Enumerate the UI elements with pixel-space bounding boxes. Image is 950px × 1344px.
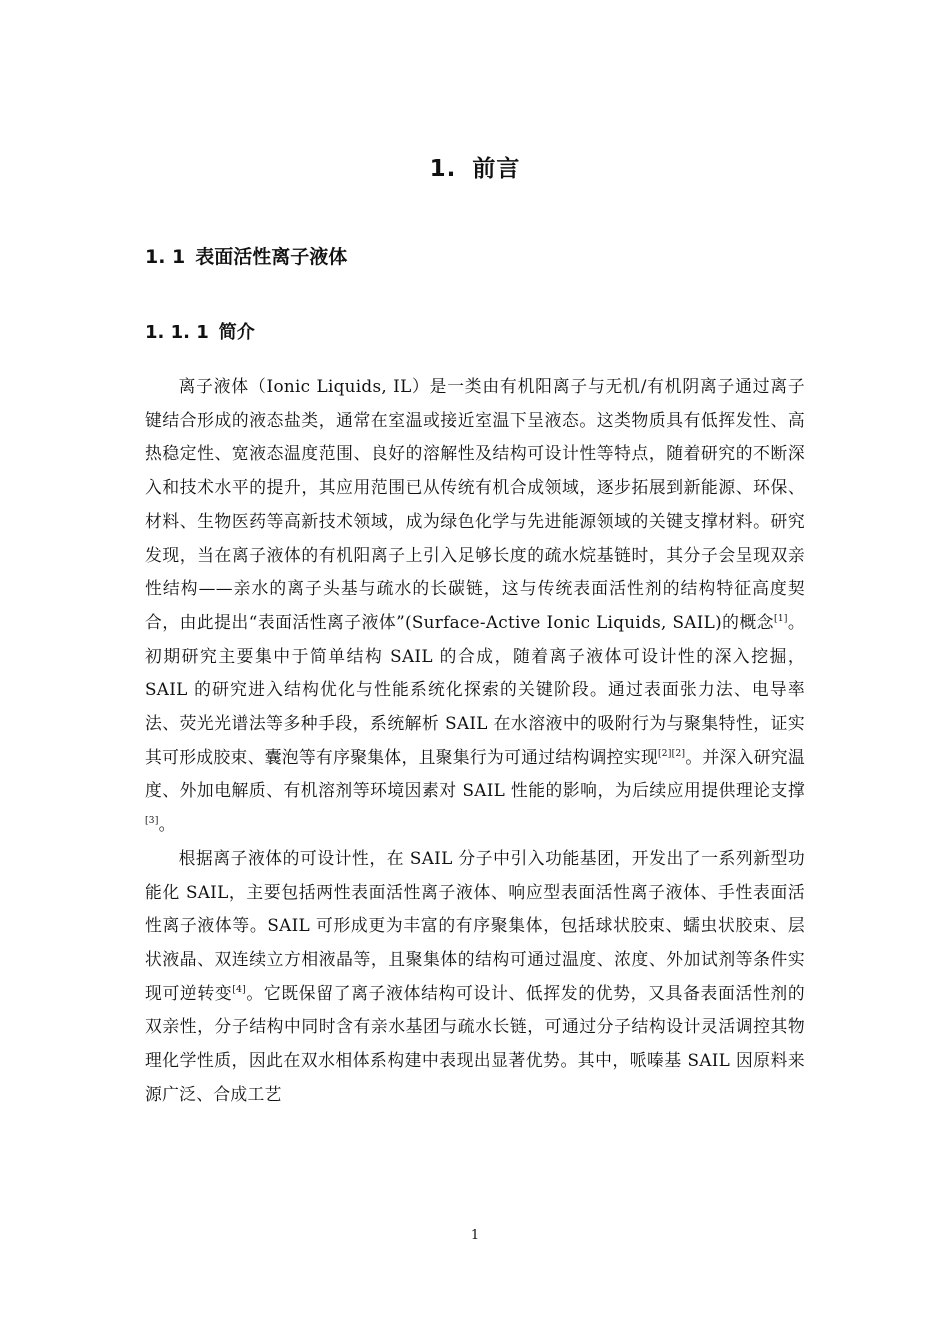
subsection-heading <box>145 318 255 344</box>
body-text <box>145 370 805 1111</box>
chapter-title: 前言 <box>472 156 521 182</box>
subsection-title: 简介 <box>218 322 255 343</box>
paragraph-2-text-a: 根据离子液体的可设计性，在 SAIL 分子中引入功能基团，开发出了一系列新型功能化 SAIL，主要包括两性表面活性离子液体、响应型表面活性离子液体、手性表面活性离子液体等。SAIL 可形成更为丰富的有序聚集体，包括球状胶束、蠕虫状胶束、层状液晶、双连续立方相液晶等，且聚集体的结构可通过温度、浓度、外加试剂等条件实现可逆转变 <box>145 847 805 1003</box>
citation-3[interactable]: [3] <box>145 816 159 827</box>
section-title: 表面活性离子液体 <box>195 246 348 268</box>
section-number: 1. 1 <box>145 246 186 268</box>
citation-1[interactable]: [1] <box>774 613 788 624</box>
paragraph-1-text-b: 。初期研究主要集中于简单结构 SAIL 的合成，随着离子液体可设计性的深入挖掘，SAIL 的研究进入结构优化与性能系统化探索的关键阶段。通过表面张力法、电导率法、荧光光谱法等多种手段，系统解析 SAIL 在水溶液中的吸附行为与聚集特性，证实其可形成胶束、囊泡等有序聚集体，且聚集行为可通过结构调控实现 <box>145 611 805 767</box>
paragraph-1-text-d: 。 <box>158 814 176 835</box>
subsection-number: 1. 1. 1 <box>145 322 209 343</box>
paragraph-1-text-a: 离子液体（Ionic Liquids, IL）是一类由有机阳离子与无机/有机阴离子通过离子键结合形成的液态盐类，通常在室温或接近室温下呈液态。这类物质具有低挥发性、高热稳定性、宽液态温度范围、良好的溶解性及结构可设计性等特点，随着研究的不断深入和技术水平的提升，其应用范围已从传统有机合成领域，逐步拓展到新能源、环保、材料、生物医药等高新技术领域，成为绿色化学与先进能源领域的关键支撑材料。研究发现，当在离子液体的有机阳离子上引入足够长度的疏水烷基链时，其分子会呈现双亲性结构——亲水的离子头基与疏水的长碳链，这与传统表面活性剂的结构特征高度契合，由此提出“表面活性离子液体”(Surface-Active Ionic Liquids, SAIL)的概念 <box>145 376 805 632</box>
paragraph-2 <box>145 842 805 1112</box>
citation-4[interactable]: [4] <box>232 984 246 995</box>
section-heading <box>145 242 347 269</box>
page-number: 1 <box>470 1228 480 1243</box>
paragraph-1 <box>145 370 805 842</box>
citation-2[interactable]: [2][2] <box>657 748 686 759</box>
paragraph-1-text-c: 。并深入研究温度、外加电解质、有机溶剂等环境因素对 SAIL 性能的影响，为后续应用提供理论支撑 <box>145 746 805 801</box>
paragraph-2-text-b: 。它既保留了离子液体结构可设计、低挥发的优势，又具备表面活性剂的双亲性，分子结构中同时含有亲水基团与疏水长链，可通过分子结构设计灵活调控其物理化学性质，因此在双水相体系构建中表现出显著优势。其中，哌嗪基 SAIL 因原料来源广泛、合成工艺 <box>145 982 805 1104</box>
chapter-number: 1. <box>429 156 457 182</box>
chapter-heading <box>0 150 950 183</box>
